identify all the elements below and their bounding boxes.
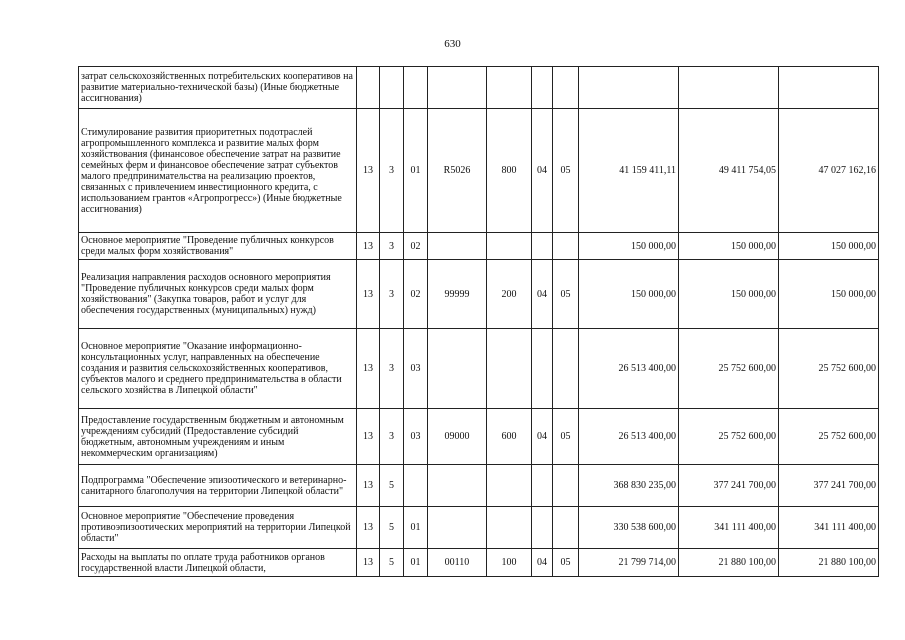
code-cell bbox=[357, 67, 380, 109]
amount-cell: 25 752 600,00 bbox=[679, 409, 779, 465]
amount-cell: 150 000,00 bbox=[679, 233, 779, 260]
code-cell: 13 bbox=[357, 109, 380, 233]
code-cell: 3 bbox=[380, 409, 404, 465]
amount-cell: 150 000,00 bbox=[679, 260, 779, 329]
amount-cell: 26 513 400,00 bbox=[579, 409, 679, 465]
amount-cell: 21 880 100,00 bbox=[679, 549, 779, 577]
code-cell bbox=[404, 465, 428, 507]
code-cell: 01 bbox=[404, 109, 428, 233]
code-cell bbox=[428, 507, 487, 549]
table-row bbox=[79, 67, 879, 109]
code-cell bbox=[553, 507, 579, 549]
code-cell bbox=[532, 233, 553, 260]
code-cell: 13 bbox=[357, 409, 380, 465]
amount-cell: 49 411 754,05 bbox=[679, 109, 779, 233]
code-cell bbox=[487, 67, 532, 109]
code-cell: 13 bbox=[357, 260, 380, 329]
table-row bbox=[79, 507, 879, 549]
amount-cell: 21 880 100,00 bbox=[779, 549, 879, 577]
code-cell: 03 bbox=[404, 409, 428, 465]
code-cell: 3 bbox=[380, 109, 404, 233]
code-cell bbox=[428, 67, 487, 109]
row-description: Реализация направления расходов основного мероприятия "Проведение публичных конкурсов среди малых форм хозяйствования" (Закупка товаров, работ и услуг для обеспечения государственных (муниципальных) нужд) bbox=[79, 260, 357, 329]
row-description: Расходы на выплаты по оплате труда работников органов государственной власти Липецкой области, bbox=[79, 549, 357, 577]
table-row bbox=[79, 549, 879, 577]
code-cell bbox=[487, 233, 532, 260]
code-cell: 13 bbox=[357, 549, 380, 577]
code-cell bbox=[553, 233, 579, 260]
code-cell: 04 bbox=[532, 549, 553, 577]
amount-cell bbox=[579, 67, 679, 109]
code-cell bbox=[380, 67, 404, 109]
amount-cell: 330 538 600,00 bbox=[579, 507, 679, 549]
amount-cell: 341 111 400,00 bbox=[779, 507, 879, 549]
code-cell: R5026 bbox=[428, 109, 487, 233]
amount-cell: 21 799 714,00 bbox=[579, 549, 679, 577]
code-cell bbox=[553, 465, 579, 507]
amount-cell: 341 111 400,00 bbox=[679, 507, 779, 549]
table-row bbox=[79, 260, 879, 329]
amount-cell: 377 241 700,00 bbox=[679, 465, 779, 507]
code-cell bbox=[553, 329, 579, 409]
amount-cell: 25 752 600,00 bbox=[679, 329, 779, 409]
code-cell: 3 bbox=[380, 260, 404, 329]
row-description: Предоставление государственным бюджетным и автономным учреждениям субсидий (Предоставление субсидий бюджетным, автономным учреждениям и иным некоммерческим организациям) bbox=[79, 409, 357, 465]
amount-cell: 377 241 700,00 bbox=[779, 465, 879, 507]
code-cell bbox=[487, 329, 532, 409]
code-cell: 05 bbox=[553, 549, 579, 577]
code-cell bbox=[404, 67, 428, 109]
code-cell bbox=[487, 465, 532, 507]
row-description: Основное мероприятие "Оказание информационно-консультационных услуг, направленных на обеспечение создания и развития сельскохозяйственных кооперативов, субъектов малого и среднего предпринимательства в области сельского хозяйства в Липецкой области" bbox=[79, 329, 357, 409]
code-cell: 01 bbox=[404, 507, 428, 549]
code-cell: 13 bbox=[357, 233, 380, 260]
code-cell: 04 bbox=[532, 260, 553, 329]
code-cell: 100 bbox=[487, 549, 532, 577]
row-description: Основное мероприятие "Проведение публичных конкурсов среди малых форм хозяйствования" bbox=[79, 233, 357, 260]
code-cell: 5 bbox=[380, 507, 404, 549]
code-cell: 600 bbox=[487, 409, 532, 465]
row-description: затрат сельскохозяйственных потребительских кооперативов на развитие материально-технической базы) (Иные бюджетные ассигнования) bbox=[79, 67, 357, 109]
code-cell bbox=[532, 507, 553, 549]
code-cell bbox=[532, 465, 553, 507]
table-row bbox=[79, 109, 879, 233]
code-cell bbox=[487, 507, 532, 549]
code-cell: 09000 bbox=[428, 409, 487, 465]
code-cell: 03 bbox=[404, 329, 428, 409]
amount-cell: 25 752 600,00 bbox=[779, 409, 879, 465]
amount-cell: 47 027 162,16 bbox=[779, 109, 879, 233]
code-cell bbox=[428, 329, 487, 409]
amount-cell: 150 000,00 bbox=[779, 233, 879, 260]
amount-cell: 41 159 411,11 bbox=[579, 109, 679, 233]
code-cell: 00110 bbox=[428, 549, 487, 577]
code-cell: 5 bbox=[380, 549, 404, 577]
code-cell bbox=[553, 67, 579, 109]
amount-cell: 150 000,00 bbox=[779, 260, 879, 329]
code-cell: 3 bbox=[380, 329, 404, 409]
code-cell: 05 bbox=[553, 109, 579, 233]
code-cell: 13 bbox=[357, 329, 380, 409]
code-cell bbox=[428, 233, 487, 260]
code-cell: 02 bbox=[404, 260, 428, 329]
table-row bbox=[79, 329, 879, 409]
table-row bbox=[79, 465, 879, 507]
code-cell: 04 bbox=[532, 109, 553, 233]
code-cell: 200 bbox=[487, 260, 532, 329]
row-description: Подпрограмма "Обеспечение эпизоотического и ветеринарно-санитарного благополучия на территории Липецкой области" bbox=[79, 465, 357, 507]
code-cell bbox=[428, 465, 487, 507]
code-cell: 13 bbox=[357, 507, 380, 549]
page-number: 630 bbox=[444, 38, 461, 50]
code-cell: 5 bbox=[380, 465, 404, 507]
amount-cell: 25 752 600,00 bbox=[779, 329, 879, 409]
amount-cell: 150 000,00 bbox=[579, 260, 679, 329]
table-row bbox=[79, 409, 879, 465]
code-cell bbox=[532, 67, 553, 109]
amount-cell: 150 000,00 bbox=[579, 233, 679, 260]
code-cell: 05 bbox=[553, 260, 579, 329]
code-cell: 800 bbox=[487, 109, 532, 233]
code-cell: 13 bbox=[357, 465, 380, 507]
code-cell: 99999 bbox=[428, 260, 487, 329]
amount-cell: 368 830 235,00 bbox=[579, 465, 679, 507]
table-row bbox=[79, 233, 879, 260]
code-cell: 02 bbox=[404, 233, 428, 260]
code-cell: 04 bbox=[532, 409, 553, 465]
amount-cell bbox=[779, 67, 879, 109]
code-cell: 05 bbox=[553, 409, 579, 465]
amount-cell bbox=[679, 67, 779, 109]
row-description: Основное мероприятие "Обеспечение проведения противоэпизоотических мероприятий на территории Липецкой области" bbox=[79, 507, 357, 549]
code-cell: 3 bbox=[380, 233, 404, 260]
amount-cell: 26 513 400,00 bbox=[579, 329, 679, 409]
code-cell: 01 bbox=[404, 549, 428, 577]
code-cell bbox=[532, 329, 553, 409]
budget-table bbox=[78, 66, 879, 577]
row-description: Стимулирование развития приоритетных подотраслей агропромышленного комплекса и развитие малых форм хозяйствования (финансовое обеспечение затрат на развитие семейных ферм и финансовое обеспечение затрат субъектов малого предпринимательства на реализацию проектов, связанных с привлечением инвестиционного кредита, с использованием грантов «Агропрогресс») (Иные бюджетные ассигнования) bbox=[79, 109, 357, 233]
